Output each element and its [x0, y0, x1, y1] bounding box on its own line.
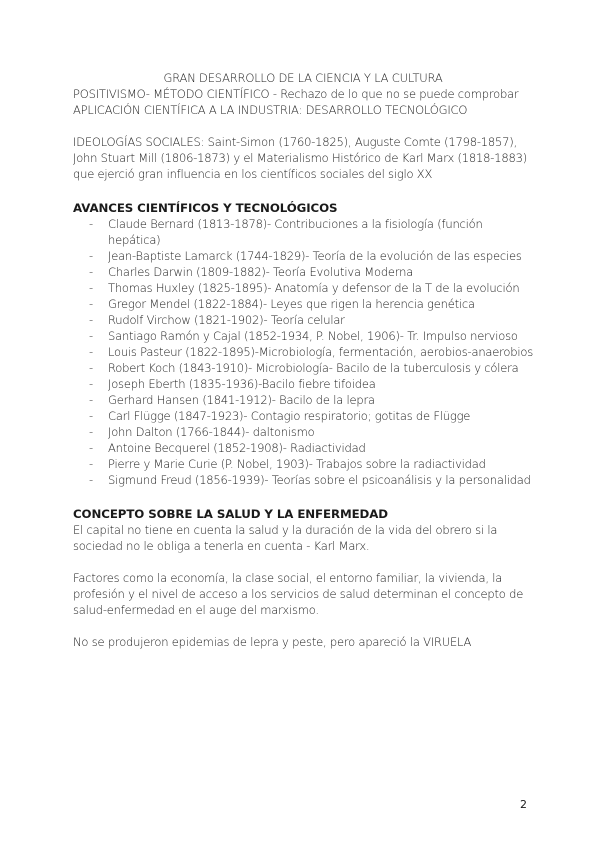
list-item [73, 328, 533, 344]
social-ideologies-paragraph: IDEOLOGÍAS SOCIALES: Saint-Simon (1760-1825), Auguste Comte (1798-1857), John Stuart Mill (1806-1873) y el Materialismo Histórico de Karl Marx (1818-1883) que ejerció gran influencia en los científicos sociales del siglo XX [73, 135, 527, 181]
positivism-line: POSITIVISMO- MÉTODO CIENTÍFICO - Rechazo de lo que no se puede comprobar [73, 87, 519, 101]
document-page [73, 70, 533, 650]
list-item [73, 424, 533, 440]
list-item-text: Rudolf Virchow (1821-1902)- Teoría celular [108, 313, 345, 327]
list-item [73, 344, 533, 360]
list-item [73, 440, 533, 456]
list-item-text: Robert Koch (1843-1910)- Microbiología- Bacilo de la tuberculosis y cólera [108, 361, 519, 375]
bullet-dash: - [89, 249, 93, 263]
bullet-dash: - [89, 313, 93, 327]
list-item [73, 296, 533, 312]
list-item-text: Gerhard Hansen (1841-1912)- Bacilo de la lepra [108, 393, 375, 407]
list-item [73, 392, 533, 408]
list-item-text: Jean-Baptiste Lamarck (1744-1829)- Teoría de la evolución de las especies [108, 249, 522, 263]
advances-list [73, 216, 533, 488]
list-item-text: Charles Darwin (1809-1882)- Teoría Evolutiva Moderna [108, 265, 414, 279]
list-item-text: Louis Pasteur (1822-1895)-Microbiología, fermentación, aerobios-anaerobios [108, 345, 533, 359]
bullet-dash: - [89, 409, 93, 423]
bullet-dash: - [89, 377, 93, 391]
list-item-text: Pierre y Marie Curie (P. Nobel, 1903)- Trabajos sobre la radiactividad [108, 457, 486, 471]
bullet-dash: - [89, 329, 93, 343]
bullet-dash: - [89, 457, 93, 471]
bullet-dash: - [89, 425, 93, 439]
page-number: 2 [520, 798, 527, 811]
list-item-text: Gregor Mendel (1822-1884)- Leyes que rigen la herencia genética [108, 297, 475, 311]
health-heading: CONCEPTO SOBRE LA SALUD Y LA ENFERMEDAD [73, 507, 388, 521]
list-item [73, 408, 533, 424]
list-item [73, 312, 533, 328]
bullet-dash: - [89, 441, 93, 455]
factors-paragraph: Factores como la economía, la clase social, el entorno familiar, la vivienda, la profesión y el nivel de acceso a los servicios de salud determinan el concepto de salud-enfermedad en el auge del marxismo. [73, 571, 524, 617]
list-item [73, 216, 533, 248]
list-item-text: Claude Bernard (1813-1878)- Contribuciones a la fisiología (función hepática) [108, 217, 483, 247]
section-title: GRAN DESARROLLO DE LA CIENCIA Y LA CULTURA [163, 71, 443, 85]
list-item-text: Thomas Huxley (1825-1895)- Anatomía y defensor de la T de la evolución [108, 281, 520, 295]
list-item-text: Joseph Eberth (1835-1936)-Bacilo fiebre tifoidea [108, 377, 376, 391]
bullet-dash: - [89, 361, 93, 375]
bullet-dash: - [89, 265, 93, 279]
bullet-dash: - [89, 393, 93, 407]
bullet-dash: - [89, 217, 93, 231]
list-item [73, 248, 533, 264]
industry-line: APLICACIÓN CIENTÍFICA A LA INDUSTRIA: DESARROLLO TECNOLÓGICO [73, 103, 468, 117]
list-item [73, 456, 533, 472]
list-item [73, 264, 533, 280]
advances-heading: AVANCES CIENTÍFICOS Y TECNOLÓGICOS [73, 201, 338, 215]
epidemics-paragraph: No se produjeron epidemias de lepra y peste, pero apareció la VIRUELA [73, 635, 472, 649]
bullet-dash: - [89, 473, 93, 487]
list-item-text: Santiago Ramón y Cajal (1852-1934, P. Nobel, 1906)- Tr. Impulso nervioso [108, 329, 518, 343]
list-item-text: Sigmund Freud (1856-1939)- Teorías sobre el psicoanálisis y la personalidad [108, 473, 531, 487]
list-item [73, 280, 533, 296]
bullet-dash: - [89, 345, 93, 359]
marx-quote-paragraph: El capital no tiene en cuenta la salud y la duración de la vida del obrero si la sociedad no le obliga a tenerla en cuenta - Karl Marx. [73, 523, 498, 553]
list-item [73, 376, 533, 392]
list-item-text: Carl Flügge (1847-1923)- Contagio respiratorio; gotitas de Flügge [108, 409, 471, 423]
bullet-dash: - [89, 281, 93, 295]
list-item-text: Antoine Becquerel (1852-1908)- Radiactividad [108, 441, 366, 455]
list-item [73, 472, 533, 488]
list-item-text: John Dalton (1766-1844)- daltonismo [108, 425, 315, 439]
bullet-dash: - [89, 297, 93, 311]
list-item [73, 360, 533, 376]
